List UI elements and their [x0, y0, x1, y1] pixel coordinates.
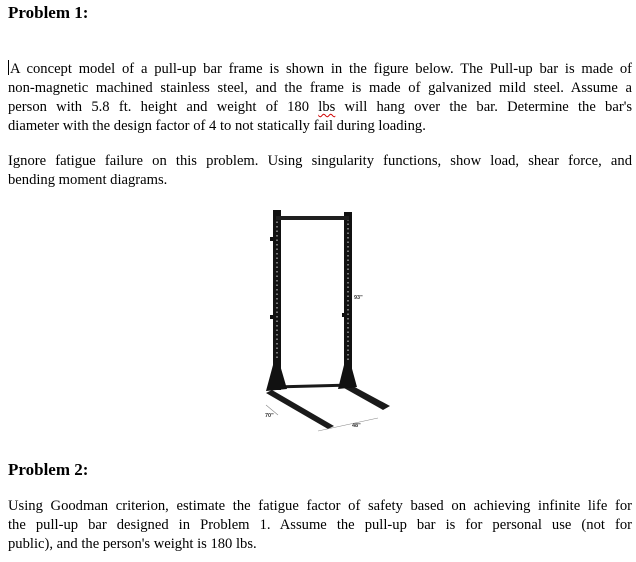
left-pin — [270, 237, 273, 241]
problem-2-line-3: public), and the person's weight is 180 lbs. — [8, 536, 257, 552]
problem-1-line-1: A concept model of a pull-up bar frame is shown in the figure below. The Pull-up bar is made of — [10, 61, 632, 77]
problem-1-paragraph-2 — [8, 152, 632, 190]
height-dimension-label: 93" — [354, 295, 363, 301]
problem-1-line-3: person with 5.8 ft. height and weight of 180 lbs will hang over the bar. Determine the bar's — [8, 99, 632, 115]
problem-1-line-4: diameter with the design factor of 4 to not statically fail during loading. — [8, 118, 426, 134]
problem-1-p2-line-1: Ignore fatigue failure on this problem. Using singularity functions, show load, shear force, and — [8, 153, 632, 169]
left-upright — [273, 210, 281, 390]
width-dimension-label: 70" — [265, 413, 274, 419]
spellcheck-flagged-word[interactable]: lbs — [318, 99, 336, 115]
pull-up-bar-frame-figure — [240, 205, 390, 440]
problem-2-line-1: Using Goodman criterion, estimate the fatigue factor of safety based on achieving infinite life for — [8, 498, 632, 514]
left-foot — [266, 390, 334, 429]
problem-2-heading: Problem 2: — [8, 460, 89, 479]
depth-dimension-label: 48" — [352, 423, 361, 429]
left-lower-pin — [270, 315, 273, 319]
problem-2-paragraph — [8, 497, 632, 554]
problem-1-p2-line-2: bending moment diagrams. — [8, 172, 168, 188]
right-foot — [344, 385, 390, 410]
problem-1-paragraph-1 — [8, 60, 632, 136]
text-cursor — [8, 60, 9, 75]
pull-up-bar — [276, 216, 349, 220]
problem-2-line-2: the pull-up bar designed in Problem 1. Assume the pull-up bar is for personal use (not for — [8, 517, 632, 533]
problem-1-line-2: non-magnetic machined stainless steel, and the frame is made of galvanized mild steel. Assume a — [8, 80, 632, 96]
problem-1-heading: Problem 1: — [8, 3, 89, 22]
right-lower-pin — [342, 313, 345, 317]
